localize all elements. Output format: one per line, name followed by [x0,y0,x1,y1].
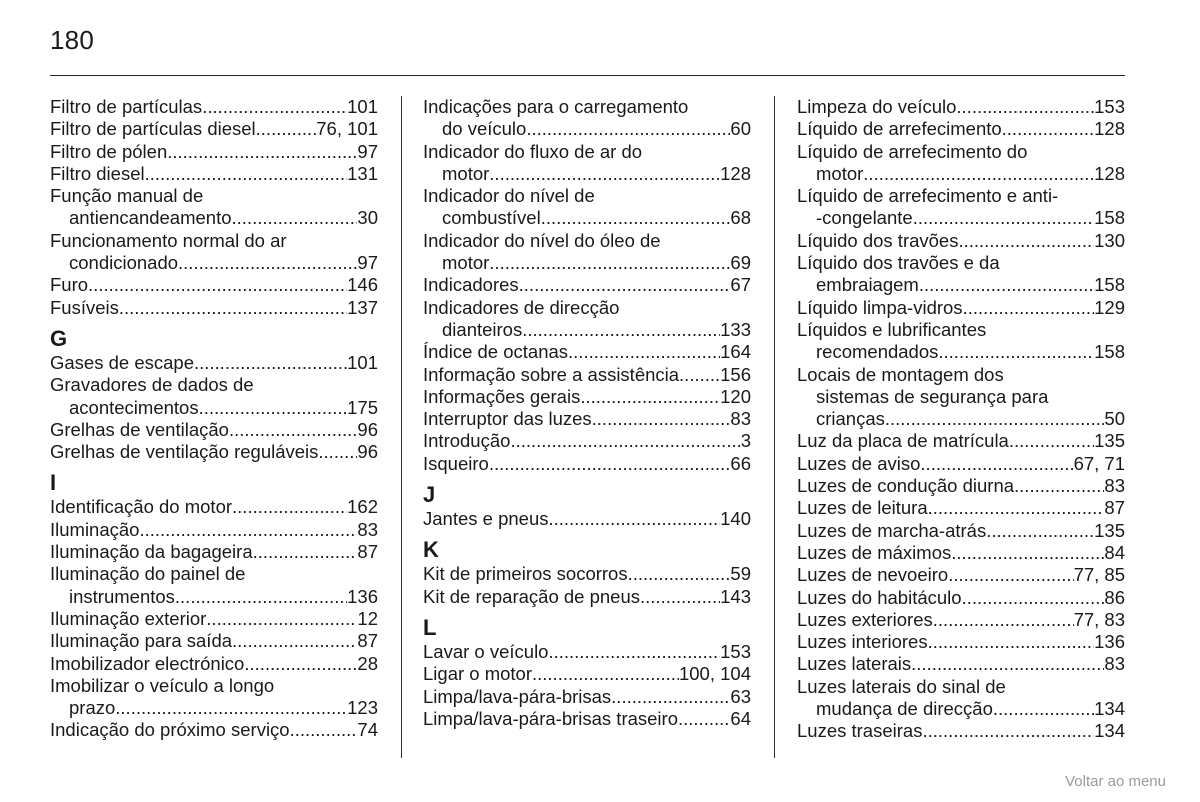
dot-leader [958,230,1094,252]
index-entry-text: Limpa/lava-pára-brisas traseiro [423,707,678,729]
index-entry[interactable] [50,563,378,608]
page-reference[interactable]: 162 [347,496,378,518]
page-reference[interactable]: 67, 71 [1073,452,1125,474]
index-entry[interactable] [423,96,751,141]
page-reference[interactable]: 101 [347,96,378,117]
index-entry[interactable] [50,441,378,463]
dot-leader [167,141,357,163]
page-reference[interactable]: 146 [347,274,378,296]
index-entry-text: sistemas de segurança para [816,385,1049,407]
index-entry-text: Iluminação exterior [50,607,207,629]
index-entry[interactable] [50,675,378,720]
dot-leader [951,542,1104,564]
index-entry[interactable] [423,341,751,363]
index-entry-text: Iluminação do painel de [50,563,246,585]
dot-leader [88,274,347,296]
dot-leader [199,397,348,419]
index-entry[interactable] [50,419,378,441]
index-entry-text: Indicações para o carregamento [423,96,689,117]
dot-leader [202,96,347,118]
page-reference[interactable]: 69 [730,252,751,274]
index-entry-text: Interruptor das luzes [423,408,592,430]
dot-leader [510,430,740,452]
dot-leader [229,419,357,441]
index-entry[interactable] [797,96,1125,118]
dot-leader [568,341,720,363]
dot-leader [175,586,347,608]
page-reference[interactable]: 87 [357,541,378,563]
page-reference[interactable]: 66 [730,452,751,474]
index-entry[interactable] [50,163,378,185]
index-entry[interactable] [797,364,1125,431]
index-entry[interactable] [797,564,1125,586]
index-entry[interactable] [423,185,751,230]
index-entry[interactable] [797,319,1125,364]
index-entry-text: Limpeza do veículo [797,96,957,117]
index-entry-text: recomendados [816,341,939,363]
index-entry[interactable] [50,141,378,163]
page-reference[interactable]: 84 [1104,541,1125,563]
index-entry-text: Indicador do nível de [423,185,595,207]
index-entry[interactable] [50,297,378,319]
index-entry-text: Líquido de arrefecimento do [797,140,1028,162]
index-entry[interactable] [50,496,378,518]
dot-leader [928,631,1095,653]
index-entry-text: Luzes interiores [797,631,928,653]
index-entry-text: embraiagem [816,274,919,296]
index-entry-text: Lavar o veículo [423,640,549,662]
page-reference[interactable]: 120 [720,385,751,407]
dot-leader [548,641,720,663]
dot-leader [919,274,1094,296]
index-entry[interactable] [50,541,378,563]
dot-leader [986,520,1094,542]
index-entry-text: crianças [816,408,885,430]
index-entry-text: Ligar o motor [423,663,532,685]
page-reference[interactable]: 12 [357,607,378,629]
dot-leader [678,708,730,730]
index-entry[interactable] [797,609,1125,631]
index-entry-text: motor [442,162,490,184]
index-column-3 [797,96,1125,743]
page-reference[interactable]: 128 [1094,162,1125,184]
index-entry-text: Líquido dos travões [797,229,959,251]
index-entry-text: Gases de escape [50,351,194,373]
index-entry[interactable] [50,608,378,630]
index-entry[interactable] [50,519,378,541]
index-entry-text: Fusíveis [50,296,119,318]
dot-leader [938,341,1094,363]
index-entry-text: Líquido de arrefecimento e anti- [797,185,1059,207]
dot-leader [611,686,730,708]
page-reference[interactable]: 97 [357,252,378,274]
index-entry[interactable] [50,118,378,140]
page-reference[interactable]: 100, 104 [678,663,751,685]
index-column-1 [50,96,378,742]
dot-leader [194,352,347,374]
index-entry[interactable] [423,686,751,708]
dot-leader [244,653,357,675]
page-reference[interactable]: 64 [730,707,751,729]
index-entry[interactable] [423,663,751,685]
index-entry-text: Líquido de arrefecimento [797,118,1002,140]
column-divider [774,96,775,758]
page-reference[interactable]: 129 [1094,296,1125,318]
index-entry[interactable] [50,96,378,118]
index-column-2 [423,96,751,730]
index-entry-text: Funcionamento normal do ar [50,229,287,251]
index-entry-text: Imobilizador electrónico [50,652,245,674]
dot-leader [541,207,731,229]
dot-leader [679,364,720,386]
index-entry-text: Imobilizar o veículo a longo [50,674,275,696]
dot-leader [115,697,347,719]
dot-leader [933,609,1074,631]
header-rule [50,75,1125,76]
column-divider [401,96,402,758]
index-entry[interactable] [797,297,1125,319]
index-entry[interactable] [423,430,751,452]
page-reference[interactable]: 96 [357,418,378,440]
index-entry[interactable] [50,185,378,230]
dot-leader [290,719,358,741]
index-entry[interactable] [797,497,1125,519]
index-entry-text: motor [816,162,864,184]
index-entry[interactable] [423,586,751,608]
index-entry-text: Luzes de marcha-atrás [797,519,987,541]
page-reference[interactable]: 123 [347,697,378,719]
index-entry[interactable] [423,641,751,663]
dot-leader [548,508,720,530]
page-number: 180 [50,25,94,55]
page-reference[interactable]: 50 [1104,408,1125,430]
page-reference[interactable]: 143 [720,585,751,607]
page-reference[interactable]: 134 [1094,720,1125,742]
dot-leader [489,163,720,185]
index-entry-text: Líquidos e lubrificantes [797,318,987,340]
page-reference[interactable]: 128 [720,162,751,184]
page-reference[interactable]: 136 [347,585,378,607]
dot-leader [640,586,720,608]
dot-leader [532,663,679,685]
index-entry-text: Luzes de aviso [797,452,921,474]
index-entry[interactable] [50,230,378,275]
index-entry[interactable] [797,185,1125,230]
index-entry[interactable] [423,141,751,186]
page-reference[interactable]: 164 [720,341,751,363]
index-entry-text: Líquido limpa-vidros [797,296,963,318]
page-reference[interactable]: 96 [357,441,378,463]
page-reference[interactable]: 134 [1094,698,1125,720]
index-entry-text: Kit de primeiros socorros [423,563,628,585]
dot-leader [489,252,730,274]
index-entry-text: Jantes e pneus [423,508,549,530]
dot-leader [522,319,720,341]
index-entry[interactable] [50,352,378,374]
page-reference[interactable]: 3 [740,430,751,452]
index-entry-text: Indicadores de direcção [423,296,620,318]
dot-leader [178,252,357,274]
page-reference[interactable]: 68 [730,207,751,229]
dot-leader [232,630,357,652]
index-entry[interactable] [797,118,1125,140]
page-reference[interactable]: 97 [357,140,378,162]
index-entry-text: Luzes de nevoeiro [797,564,949,586]
index-entry[interactable] [50,274,378,296]
dot-leader [948,564,1073,586]
dot-leader [489,453,731,475]
dot-leader [922,720,1094,742]
index-entry[interactable] [797,587,1125,609]
index-entry-text: Luzes de leitura [797,497,928,519]
index-entry-text: Indicação do próximo serviço [50,719,290,741]
index-letter-heading: I [50,470,57,496]
index-entry-text: do veículo [442,118,527,140]
page-reference[interactable]: 131 [347,162,378,184]
page-reference[interactable]: 87 [1104,497,1125,519]
index-entry-text: Filtro de partículas [50,96,203,117]
page-reference[interactable]: 77, 85 [1073,564,1125,586]
page-reference[interactable]: 158 [1094,274,1125,296]
page-reference[interactable]: 67 [730,274,751,296]
index-entry-text: Filtro diesel [50,162,145,184]
index-entry[interactable] [50,719,378,741]
page-reference[interactable]: 83 [357,518,378,540]
page-reference[interactable]: 86 [1104,586,1125,608]
page-reference[interactable]: 175 [347,396,378,418]
dot-leader [580,386,720,408]
index-entry-text: combustível [442,207,541,229]
index-entry[interactable] [50,374,378,419]
index-entry-text: Indicador do fluxo de ar do [423,140,643,162]
dot-leader [956,96,1094,118]
page-reference[interactable]: 63 [730,685,751,707]
index-entry[interactable] [423,708,751,730]
dot-leader [628,563,731,585]
index-entry[interactable] [797,252,1125,297]
dot-leader [119,297,347,319]
index-entry-text: -congelante [816,207,913,229]
dot-leader [913,207,1094,229]
index-entry[interactable] [797,676,1125,721]
index-entry-text: Furo [50,274,89,296]
index-entry-text: Identificação do motor [50,496,233,518]
index-entry-text: antiencandeamento [69,207,232,229]
index-entry[interactable] [423,274,751,296]
dot-leader [592,408,731,430]
index-entry-text: instrumentos [69,585,175,607]
index-entry[interactable] [797,653,1125,675]
index-entry-text: Luzes exteriores [797,608,933,630]
index-entry-text: Indicadores [423,274,519,296]
index-entry[interactable] [423,386,751,408]
dot-leader [206,608,357,630]
index-entry-text: Iluminação da bagageira [50,541,253,563]
page-reference[interactable]: 153 [720,640,751,662]
dot-leader [911,653,1104,675]
index-entry-text: Luzes laterais [797,653,912,675]
index-entry[interactable] [797,141,1125,186]
index-entry[interactable] [797,720,1125,742]
index-entry-text: Informações gerais [423,385,581,407]
index-entry-text: Grelhas de ventilação [50,418,229,440]
page-reference[interactable]: 74 [357,719,378,741]
dot-leader [993,698,1094,720]
page-reference[interactable]: 83 [1104,653,1125,675]
index-letter-heading: K [423,537,439,563]
page-reference[interactable]: 156 [720,363,751,385]
index-entry-text: dianteiros [442,318,523,340]
index-entry-text: Informação sobre a assistência [423,363,680,385]
index-letter-heading: G [50,325,68,351]
page-reference[interactable]: 101 [347,351,378,373]
index-entry-text: Iluminação para saída [50,630,233,652]
index-entry-text: Luz da placa de matrícula [797,430,1009,452]
index-entry[interactable] [797,453,1125,475]
index-entry-text: Líquido dos travões e da [797,252,1000,274]
dot-leader [253,541,358,563]
page-reference[interactable]: 158 [1094,207,1125,229]
index-entry-text: Luzes de condução diurna [797,475,1015,497]
index-entry[interactable] [423,230,751,275]
dot-leader [1009,430,1094,452]
index-entry[interactable] [797,230,1125,252]
index-entry-text: acontecimentos [69,396,199,418]
dot-leader [928,497,1105,519]
dot-leader [145,163,348,185]
dot-leader [962,587,1105,609]
page-reference[interactable]: 130 [1094,229,1125,251]
dot-leader [526,118,730,140]
index-letter-heading: J [423,482,436,508]
index-entry-text: Luzes de máximos [797,541,952,563]
index-entry-text: Iluminação [50,518,140,540]
dot-leader [920,453,1073,475]
dot-leader [863,163,1094,185]
page-reference[interactable]: 133 [720,318,751,340]
dot-leader [963,297,1095,319]
index-entry[interactable] [797,430,1125,452]
page-reference[interactable]: 76, 101 [316,118,378,140]
dot-leader [1002,118,1094,140]
index-entry-text: Grelhas de ventilação reguláveis [50,441,319,463]
index-entry-text: Luzes traseiras [797,720,923,742]
dot-leader [1014,475,1104,497]
index-entry-text: Locais de montagem dos [797,363,1004,385]
page-reference[interactable]: 77, 83 [1073,608,1125,630]
page-reference[interactable]: 135 [1094,430,1125,452]
page-reference[interactable]: 137 [347,296,378,318]
index-entry-text: Luzes do habitáculo [797,586,962,608]
index-entry-text: prazo [69,697,116,719]
dot-leader [232,496,347,518]
index-entry-text: condicionado [69,252,179,274]
index-entry-text: Filtro de partículas diesel [50,118,256,140]
index-entry-text: motor [442,252,490,274]
page-reference[interactable]: 140 [720,508,751,530]
index-entry-text: Introdução [423,430,511,452]
index-entry[interactable] [423,453,751,475]
page-reference[interactable]: 83 [1104,475,1125,497]
index-entry-text: Filtro de pólen [50,140,168,162]
dot-leader [519,274,731,296]
dot-leader [256,118,317,140]
index-entry-text: Kit de reparação de pneus [423,585,641,607]
index-entry-text: Luzes laterais do sinal de [797,675,1006,697]
index-entry[interactable] [423,297,751,342]
index-entry[interactable] [797,542,1125,564]
index-entry[interactable] [423,563,751,585]
dot-leader [232,207,358,229]
index-entry[interactable] [797,475,1125,497]
page-reference[interactable]: 83 [730,408,751,430]
page-reference[interactable]: 158 [1094,341,1125,363]
index-entry[interactable] [423,364,751,386]
index-entry-text: Função manual de [50,185,204,207]
page-reference[interactable]: 60 [730,118,751,140]
page-reference[interactable]: 136 [1094,631,1125,653]
dot-leader [139,519,357,541]
dot-leader [318,441,357,463]
index-letter-heading: L [423,614,437,640]
index-entry[interactable] [797,520,1125,542]
page-reference[interactable]: 87 [357,630,378,652]
back-to-menu-link[interactable]: Voltar ao menu [1065,773,1166,790]
index-entry[interactable] [423,408,751,430]
page-reference[interactable]: 135 [1094,519,1125,541]
dot-leader [885,408,1105,430]
page-reference[interactable]: 59 [730,563,751,585]
index-entry[interactable] [797,631,1125,653]
index-entry-text: Limpa/lava-pára-brisas [423,685,612,707]
page-reference[interactable]: 30 [357,207,378,229]
index-entry[interactable] [50,653,378,675]
index-entry[interactable] [423,508,751,530]
index-entry[interactable] [50,630,378,652]
index-entry-text: Gravadores de dados de [50,374,254,396]
index-entry-text: Índice de octanas [423,341,569,363]
page-reference[interactable]: 28 [357,652,378,674]
page-reference[interactable]: 153 [1094,96,1125,117]
index-entry-text: Isqueiro [423,452,489,474]
index-entry-text: Indicador do nível do óleo de [423,229,661,251]
index-entry-text: mudança de direcção [816,698,993,720]
page-reference[interactable]: 128 [1094,118,1125,140]
